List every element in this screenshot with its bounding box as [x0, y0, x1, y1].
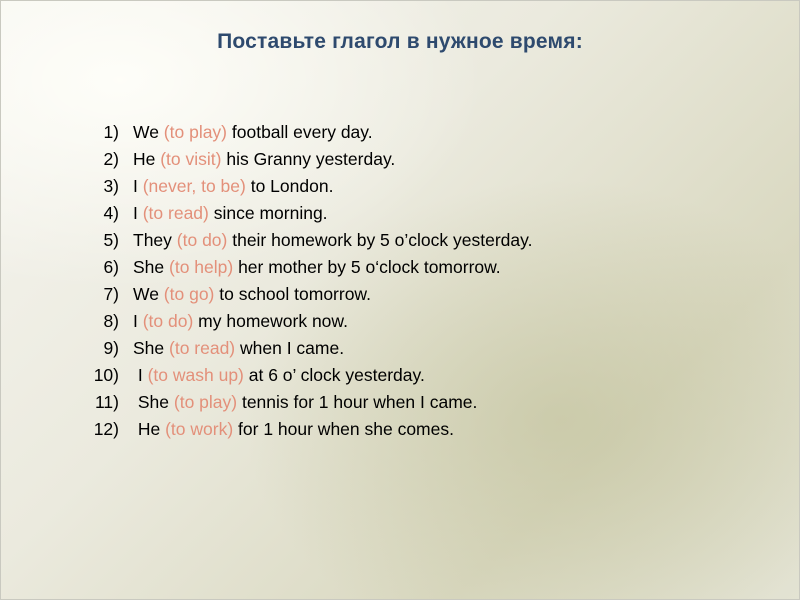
item-subject: He — [133, 419, 166, 439]
item-rest: my homework now. — [193, 311, 348, 331]
item-rest: tennis for 1 hour when I came. — [237, 392, 478, 412]
item-number: 4) — [103, 203, 119, 223]
item-number: 7) — [103, 284, 119, 304]
verb-hint: (to do) — [142, 311, 194, 331]
item-number: 5) — [103, 230, 119, 250]
list-item — [80, 392, 532, 419]
item-rest: football every day. — [227, 122, 373, 142]
item-subject: She — [133, 338, 169, 358]
item-rest: to London. — [245, 176, 334, 196]
item-rest: at 6 o’ clock yesterday. — [243, 365, 425, 385]
item-number: 1) — [103, 122, 119, 142]
list-item — [80, 203, 532, 230]
verb-hint: (to read) — [142, 203, 209, 223]
item-subject: She — [133, 257, 169, 277]
verb-hint: (to go) — [163, 284, 215, 304]
verb-hint: (to help) — [169, 257, 234, 277]
item-number: 11) — [95, 392, 119, 412]
item-subject: They — [133, 230, 177, 250]
item-rest: since morning. — [208, 203, 328, 223]
verb-hint: (to wash up) — [147, 365, 244, 385]
verb-hint: (to play) — [173, 392, 238, 412]
list-item — [80, 257, 532, 284]
list-item — [80, 365, 532, 392]
list-item — [80, 311, 532, 338]
item-subject: I — [133, 311, 143, 331]
item-number: 12) — [93, 419, 119, 439]
item-rest: her mother by 5 o‘clock tomorrow. — [233, 257, 501, 277]
item-number: 3) — [103, 176, 119, 196]
item-subject: She — [133, 392, 174, 412]
item-subject: We — [133, 122, 164, 142]
item-subject: I — [133, 176, 143, 196]
item-subject: We — [133, 284, 164, 304]
item-number: 2) — [103, 149, 119, 169]
list-item — [80, 122, 532, 149]
item-subject: I — [133, 365, 148, 385]
exercise-list — [80, 122, 532, 446]
list-item — [80, 176, 532, 203]
item-number: 9) — [103, 338, 119, 358]
item-subject: He — [133, 149, 161, 169]
item-rest: when I came. — [235, 338, 345, 358]
list-item — [80, 284, 532, 311]
item-number: 10) — [93, 365, 119, 385]
list-item — [80, 419, 532, 446]
verb-hint: (to read) — [169, 338, 236, 358]
verb-hint: (to work) — [165, 419, 234, 439]
item-rest: his Granny yesterday. — [221, 149, 396, 169]
item-rest: to school tomorrow. — [214, 284, 371, 304]
list-item — [80, 230, 532, 257]
item-rest: their homework by 5 o’clock yesterday. — [227, 230, 533, 250]
verb-hint: (never, to be) — [142, 176, 246, 196]
list-item — [80, 149, 532, 176]
item-rest: for 1 hour when she comes. — [233, 419, 454, 439]
slide-title: Поставьте глагол в нужное время: — [217, 30, 583, 53]
list-item — [80, 338, 532, 365]
item-subject: I — [133, 203, 143, 223]
item-number: 8) — [103, 311, 119, 331]
verb-hint: (to do) — [176, 230, 228, 250]
item-number: 6) — [103, 257, 119, 277]
verb-hint: (to visit) — [160, 149, 222, 169]
verb-hint: (to play) — [163, 122, 228, 142]
